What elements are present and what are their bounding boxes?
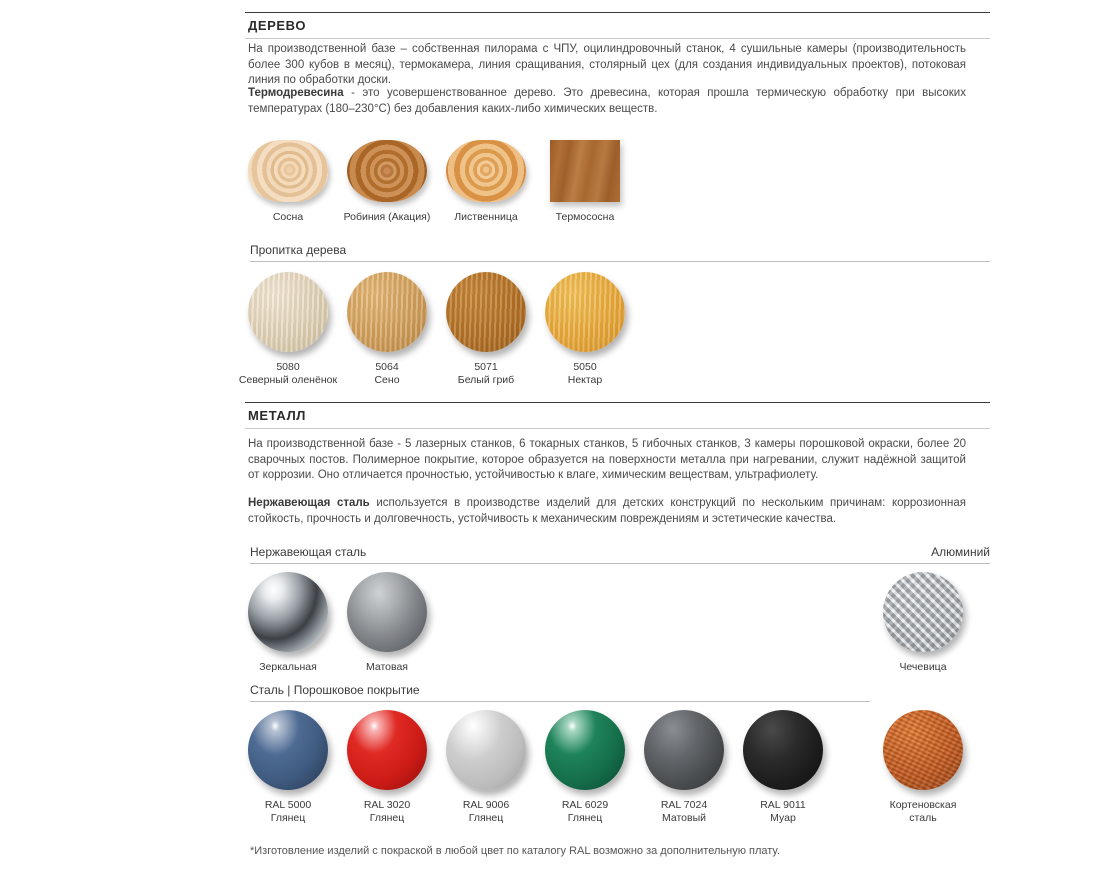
- powder-coating-finish: Матовый: [662, 812, 706, 824]
- wood-species-item[interactable]: [530, 140, 640, 224]
- footnote: *Изготовление изделий с покраской в любой цвет по каталогу RAL возможно за дополнительную плату.: [250, 845, 780, 857]
- powder-coating-finish: Глянец: [369, 812, 405, 824]
- powder-coating-finish: Глянец: [270, 812, 306, 824]
- powder-coating-code: RAL 7024: [660, 799, 708, 811]
- ral-7024-disc: [644, 710, 724, 790]
- wood-impregnation-heading: [250, 243, 990, 262]
- metal-paragraph-1: На производственной базе - 5 лазерных станков, 6 токарных станков, 5 гибочных станков, 3 камеры порошковой окраски, более 20 сварочных постов. Полимерное покрытие, которое образуется на поверхности металла при нагревании, служит надёжной защитой от коррозии. Оно отличается прочностью, устойчивостью к влаге, химическим веществам, ультрафиолету.: [248, 438, 966, 481]
- pine-rings: [248, 140, 328, 202]
- thermo-pine-grain: [550, 140, 620, 202]
- corten-steel-disc: [883, 710, 963, 790]
- acacia-cross-section-icon: [347, 140, 427, 202]
- powder-coating-finish: Муар: [770, 812, 796, 824]
- wood-species-label: Робиния (Акация): [343, 211, 431, 223]
- section-title-wood: ДЕРЕВО: [248, 18, 307, 33]
- ral-6029-disc: [545, 710, 625, 790]
- impregnation-code: 5064: [375, 361, 399, 373]
- lentil-aluminium-disc: [883, 572, 963, 652]
- impregnation-name: Белый гриб: [457, 374, 515, 386]
- wood-paragraph-2-lead: Термодревесина: [248, 87, 344, 99]
- aluminium-heading: [770, 545, 990, 564]
- impregnation-name: Северный оленёнок: [238, 374, 338, 386]
- larch-cross-section-icon: [446, 140, 526, 202]
- acacia-rings: [347, 140, 427, 202]
- metal-paragraph-2-rest: используется в производстве изделий для детских конструкций по нескольким причинам: коррозионная стойкость, прочность и долговечность, устойчивость к механическим повреждениям и эстетические качества.: [248, 497, 966, 525]
- wood-species-item[interactable]: [332, 140, 442, 224]
- wood-species-label: Термососна: [555, 211, 615, 223]
- powder-coating-item[interactable]: [530, 710, 640, 825]
- powder-coating-code: RAL 6029: [561, 799, 609, 811]
- section-header-wood: [245, 12, 990, 39]
- impregnation-item[interactable]: [332, 272, 442, 387]
- impregnation-name: Сено: [374, 374, 400, 386]
- powder-coating-code: RAL 9011: [760, 799, 806, 811]
- impregnation-code: 5080: [276, 361, 300, 373]
- powder-coating-heading: [250, 683, 870, 702]
- metal-paragraph-2: [248, 496, 966, 527]
- powder-coating-heading-label: Сталь | Порошковое покрытие: [250, 683, 420, 697]
- aluminium-item[interactable]: [868, 572, 978, 674]
- ral-9006-disc: [446, 710, 526, 790]
- impregnation-item[interactable]: [431, 272, 541, 387]
- stainless-item[interactable]: [233, 572, 343, 674]
- wood-impregnation-heading-label: Пропитка дерева: [250, 243, 347, 257]
- thermo-pine-plank-icon: [545, 140, 625, 202]
- divider-bottom: [245, 428, 990, 429]
- ral-9011-disc: [743, 710, 823, 790]
- section-title-metal: МЕТАЛЛ: [248, 408, 307, 423]
- stainless-heading-label: Нержавеющая сталь: [250, 545, 367, 559]
- powder-coating-code: RAL 3020: [363, 799, 411, 811]
- aluminium-heading-label: Алюминий: [931, 545, 990, 559]
- powder-coating-code: Кортеновская: [889, 799, 957, 811]
- impregnation-disc: [446, 272, 526, 352]
- section-header-metal: [245, 402, 990, 429]
- impregnation-disc: [248, 272, 328, 352]
- powder-coating-item[interactable]: [629, 710, 739, 825]
- impregnation-item[interactable]: [530, 272, 640, 387]
- pine-cross-section-icon: [248, 140, 328, 202]
- stainless-label: Матовая: [366, 661, 408, 673]
- wood-paragraph-2-rest: - это усовершенствованное дерево. Это древесина, которая прошла термическую обработку при высоких температурах (180–230°C) без добавления каких-либо химических веществ.: [248, 87, 966, 115]
- wood-species-item[interactable]: [431, 140, 541, 224]
- wood-species-label: Сосна: [272, 211, 304, 223]
- metal-paragraph-2-lead: Нержавеющая сталь: [248, 497, 370, 509]
- powder-coating-item[interactable]: [868, 710, 978, 825]
- powder-coating-item[interactable]: [728, 710, 838, 825]
- matte-steel-disc: [347, 572, 427, 652]
- impregnation-code: 5050: [573, 361, 597, 373]
- powder-coating-finish: сталь: [909, 812, 937, 824]
- powder-coating-item[interactable]: [431, 710, 541, 825]
- powder-coating-finish: Глянец: [468, 812, 504, 824]
- powder-coating-divider: [250, 701, 870, 702]
- mirror-steel-disc: [248, 572, 328, 652]
- powder-coating-item[interactable]: [233, 710, 343, 825]
- impregnation-disc: [347, 272, 427, 352]
- stainless-item[interactable]: [332, 572, 442, 674]
- aluminium-label: Чечевица: [899, 661, 947, 673]
- powder-coating-code: RAL 5000: [264, 799, 312, 811]
- aluminium-divider: [770, 563, 990, 564]
- wood-species-label: Лиственница: [454, 211, 518, 223]
- impregnation-code: 5071: [474, 361, 498, 373]
- powder-coating-code: RAL 9006: [462, 799, 510, 811]
- impregnation-disc: [545, 272, 625, 352]
- powder-coating-finish: Глянец: [567, 812, 603, 824]
- wood-impregnation-divider: [250, 261, 990, 262]
- impregnation-item[interactable]: [233, 272, 343, 387]
- ral-3020-disc: [347, 710, 427, 790]
- stainless-label: Зеркальная: [259, 661, 317, 673]
- wood-paragraph-1: На производственной базе – собственная пилорама с ЧПУ, оцилиндровочный станок, 4 сушильные камеры (производительность более 300 кубов в месяц), термокамера, линия сращивания, столярный цех (для создания индивидуальных проектов), потоковая линия по обработки доски.: [248, 43, 966, 86]
- ral-5000-disc: [248, 710, 328, 790]
- impregnation-name: Нектар: [567, 374, 603, 386]
- larch-rings: [446, 140, 526, 202]
- wood-paragraph-2: [248, 86, 966, 117]
- wood-species-item[interactable]: [233, 140, 343, 224]
- powder-coating-item[interactable]: [332, 710, 442, 825]
- divider-bottom: [245, 38, 990, 39]
